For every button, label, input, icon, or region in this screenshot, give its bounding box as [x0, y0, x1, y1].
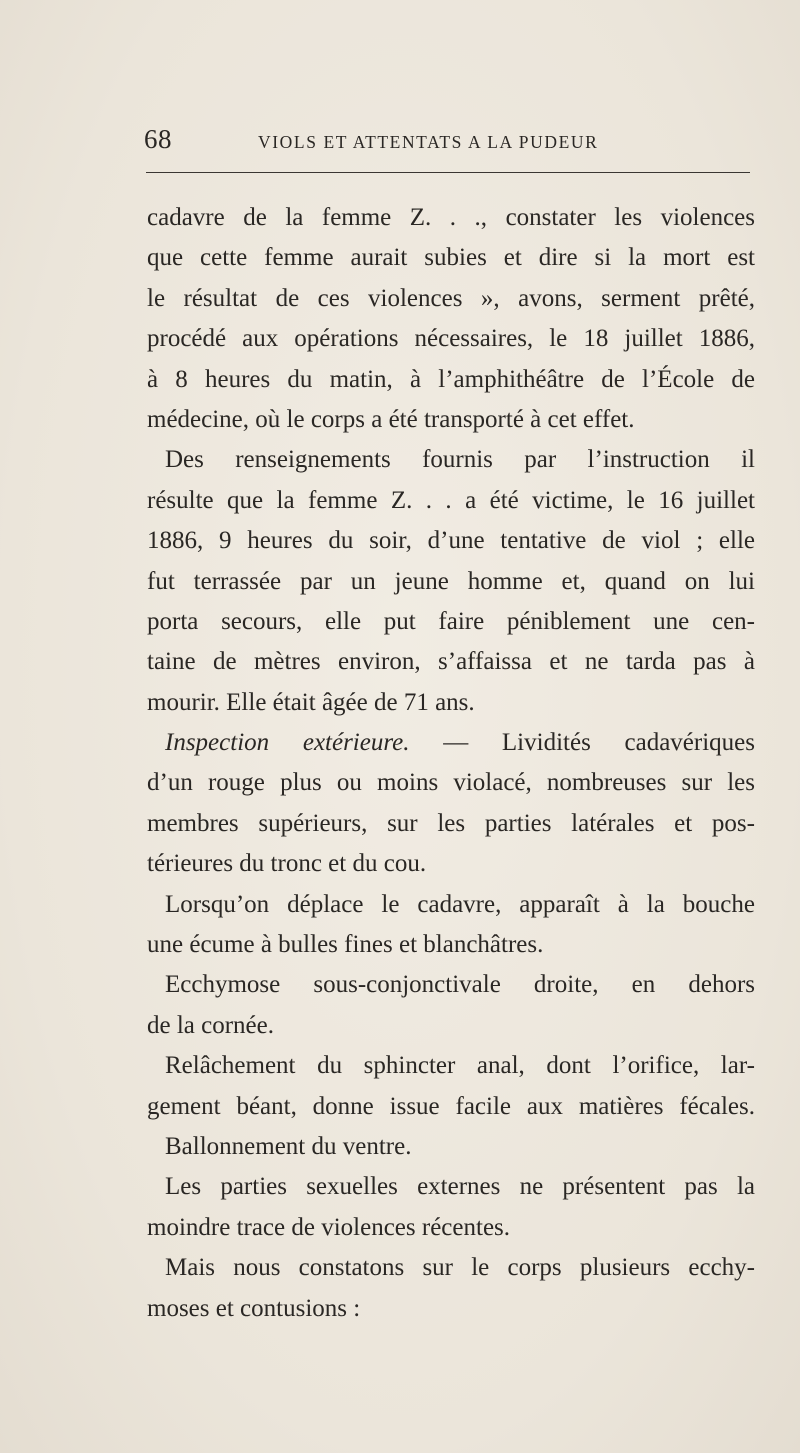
header-rule: [146, 172, 750, 173]
text-line: Des renseignements fournis par l’instruction il: [165, 446, 755, 474]
text-line: que cette femme aurait subies et dire si la mort est: [147, 244, 755, 272]
text-line: d’un rouge plus ou moins violacé, nombreuses sur les: [147, 769, 755, 797]
text-line: de la cornée.: [147, 1011, 275, 1039]
running-title: VIOLS ET ATTENTATS A LA PUDEUR: [258, 132, 599, 152]
text-line: 1886, 9 heures du soir, d’une tentative de viol ; elle: [147, 527, 755, 555]
text-line: porta secours, elle put faire péniblement une cen-: [147, 607, 755, 635]
text-line: le résultat de ces violences », avons, serment prêté,: [147, 284, 755, 312]
text-line: Lorsqu’on déplace le cadavre, apparaît à la bouche: [165, 890, 755, 918]
body-text: [147, 198, 755, 1329]
text-fragment: — Lividités cadavériques: [409, 729, 755, 757]
text-line: résulte que la femme Z. . . a été victime, le 16 juillet: [147, 486, 755, 514]
text-line: [147, 723, 755, 763]
text-line: moses et contusions :: [147, 1294, 361, 1322]
text-line: une écume à bulles fines et blanchâtres.: [147, 931, 544, 959]
text-line: à 8 heures du matin, à l’amphithéâtre de l’École de: [147, 365, 755, 393]
text-line: membres supérieurs, sur les parties latérales et pos-: [147, 809, 755, 837]
text-line: cadavre de la femme Z. . ., constater les violences: [147, 204, 755, 231]
text-line: Relâchement du sphincter anal, dont l’orifice, lar-: [165, 1052, 755, 1080]
text-line: taine de mètres environ, s’affaissa et ne tarda pas à: [147, 648, 755, 676]
text-line: médecine, où le corps a été transporté à cet effet.: [147, 405, 635, 433]
text-line: moindre trace de violences récentes.: [147, 1213, 511, 1241]
text-line: Mais nous constatons sur le corps plusieurs ecchy-: [165, 1254, 755, 1282]
page-number: 68: [144, 124, 172, 154]
text-line: Ecchymose sous-conjonctivale droite, en dehors: [165, 971, 755, 999]
text-line: procédé aux opérations nécessaires, le 18 juillet 1886,: [147, 325, 755, 353]
text-line: Les parties sexuelles externes ne présentent pas la: [165, 1173, 755, 1201]
text-line: gement béant, donne issue facile aux matières fécales.: [147, 1092, 755, 1120]
text-line: mourir. Elle était âgée de 71 ans.: [147, 688, 475, 716]
running-head: [144, 124, 750, 164]
text-line: Ballonnement du ventre.: [165, 1132, 412, 1160]
text-line: térieures du tronc et du cou.: [147, 850, 427, 878]
text-line: fut terrassée par un jeune homme et, quand on lui: [147, 567, 755, 595]
section-heading: Inspection extérieure.: [165, 729, 410, 757]
